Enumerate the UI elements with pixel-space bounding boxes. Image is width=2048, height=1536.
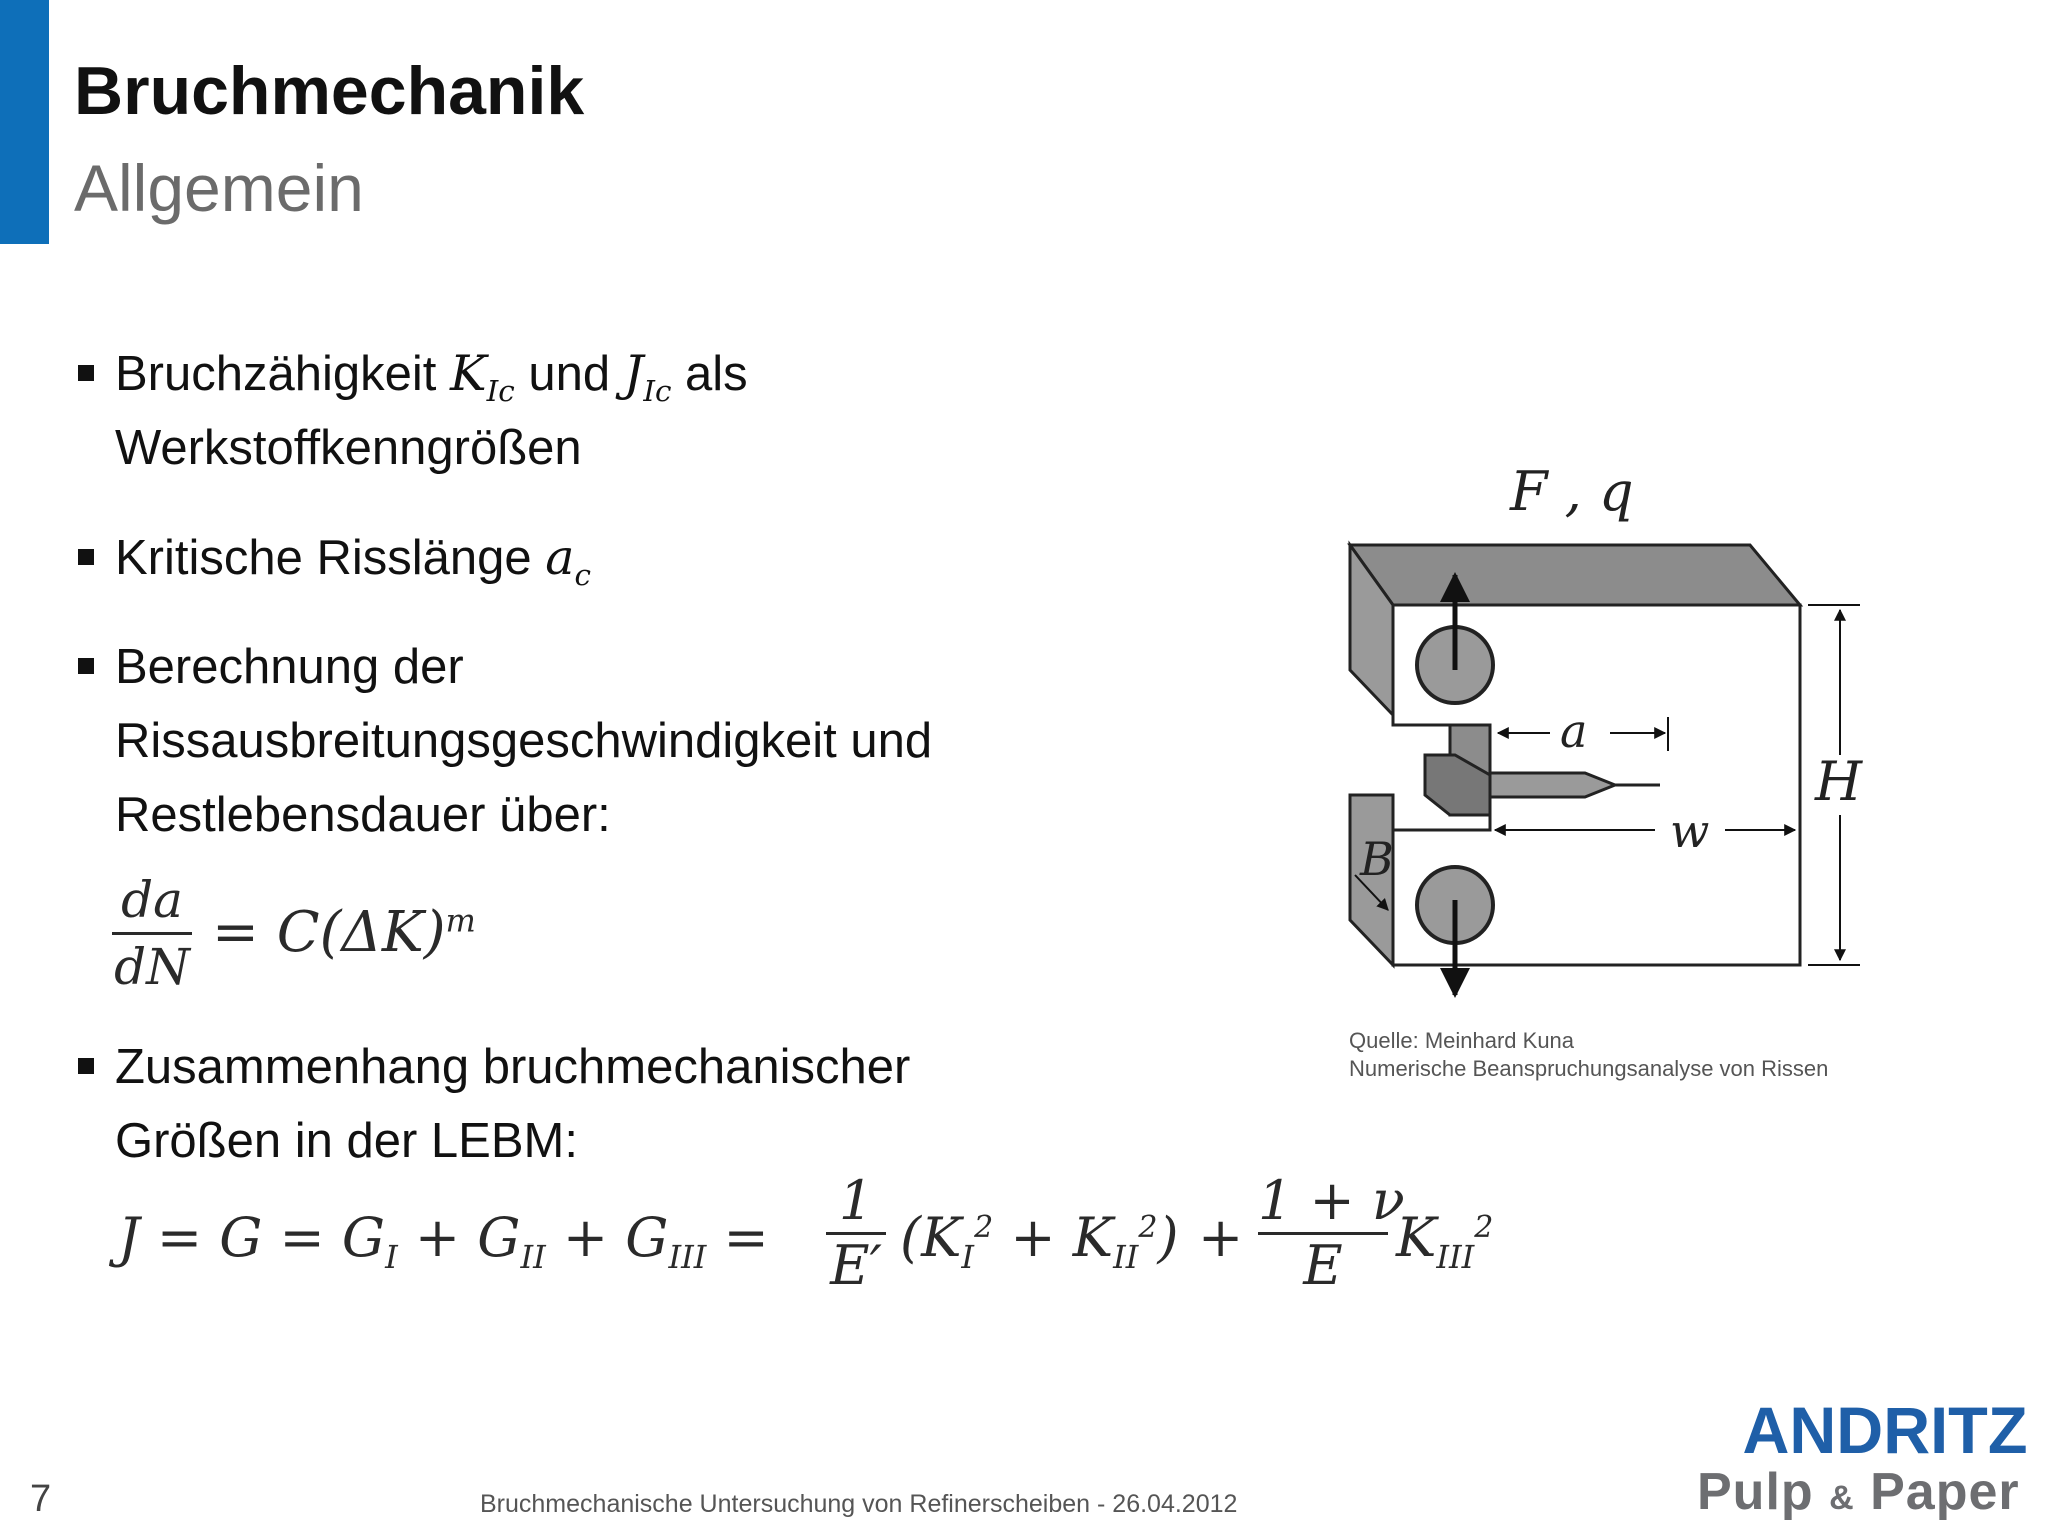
fraction-line bbox=[112, 932, 192, 935]
bullet-text-line2: Größen in der LEBM: bbox=[115, 1114, 578, 1168]
bullet-lefm-relations bbox=[78, 1030, 1078, 1180]
symbol-k-ic: $K_{Ic}$ bbox=[450, 345, 515, 408]
fraction-numerator: da bbox=[121, 871, 183, 929]
bullet-text: und bbox=[514, 347, 624, 401]
bullet-text: Kritische Risslänge bbox=[115, 531, 546, 585]
source-caption-line1: Quelle: Meinhard Kuna bbox=[1349, 1028, 1575, 1053]
symbol-j-ic: $J_{Ic}$ bbox=[623, 345, 672, 408]
source-caption-line2: Numerische Beanspruchungsanalyse von Rissen bbox=[1349, 1056, 1829, 1081]
label-force: F , q bbox=[1510, 460, 1634, 523]
compact-tension-specimen-diagram bbox=[1330, 455, 1890, 1015]
bullet-text: Bruchzähigkeit bbox=[115, 347, 451, 401]
bullet-crack-growth-calculation bbox=[78, 630, 1078, 860]
bullet-text-line2: Werkstoffkenngrößen bbox=[115, 421, 582, 475]
formula-k3-term: $K_{III}^2$ bbox=[1396, 1206, 1494, 1276]
specimen-top-face bbox=[1350, 545, 1800, 605]
label-w: w bbox=[1670, 804, 1710, 858]
bullet-critical-crack-length bbox=[78, 521, 978, 601]
accent-bar bbox=[0, 0, 49, 244]
crack bbox=[1490, 773, 1615, 797]
bullet-text: als bbox=[671, 347, 748, 401]
bullet-marker bbox=[78, 365, 94, 381]
formula-paris-law bbox=[112, 870, 532, 1005]
label-H: H bbox=[1815, 750, 1863, 813]
andritz-logo bbox=[1740, 1393, 2030, 1463]
label-B: B bbox=[1360, 832, 1394, 886]
bullet-text-line1: Zusammenhang bruchmechanischer bbox=[115, 1040, 911, 1094]
bullet-marker bbox=[78, 1058, 94, 1074]
fraction-1-plus-nu-over-e: 1 + ν E bbox=[1258, 1169, 1405, 1297]
formula-lhs: $J = G = G_I + G_{II} + G_{III}$ = bbox=[118, 1206, 769, 1276]
slide-subtitle: Allgemein bbox=[74, 151, 364, 225]
bullet-marker bbox=[78, 658, 94, 674]
label-a: a bbox=[1560, 704, 1588, 758]
fraction-denominator: dN bbox=[114, 938, 190, 996]
bullet-text-line3: Restlebensdauer über: bbox=[115, 788, 611, 842]
pulp-paper-logo-text: Pulp & Paper bbox=[1697, 1463, 2020, 1521]
formula-plus: + bbox=[1198, 1206, 1244, 1269]
andritz-logo-text: ANDRITZ bbox=[1742, 1393, 2028, 1463]
fraction-1-over-e-prime: 1 E′ bbox=[826, 1170, 886, 1297]
bullet-text-line2: Rissausbreitungsgeschwindigkeit und bbox=[115, 714, 933, 768]
formula-rhs: = $C(\Delta K)^m$ bbox=[212, 900, 476, 965]
fraction bbox=[112, 870, 192, 997]
footer-text: Bruchmechanische Untersuchung von Refinerscheiben - 26.04.2012 bbox=[480, 1490, 1238, 1518]
symbol-a-c: $a_c$ bbox=[545, 529, 591, 592]
bullet-fracture-toughness bbox=[78, 337, 978, 487]
bullet-text-line1: Berechnung der bbox=[115, 640, 464, 694]
formula-paren-term: $(K_I^2 + K_{II}^2)$ bbox=[900, 1206, 1179, 1276]
bullet-marker bbox=[78, 549, 94, 565]
formula-energy-release bbox=[118, 1170, 1518, 1305]
slide-title: Bruchmechanik bbox=[74, 53, 585, 129]
page-number: 7 bbox=[30, 1478, 52, 1520]
